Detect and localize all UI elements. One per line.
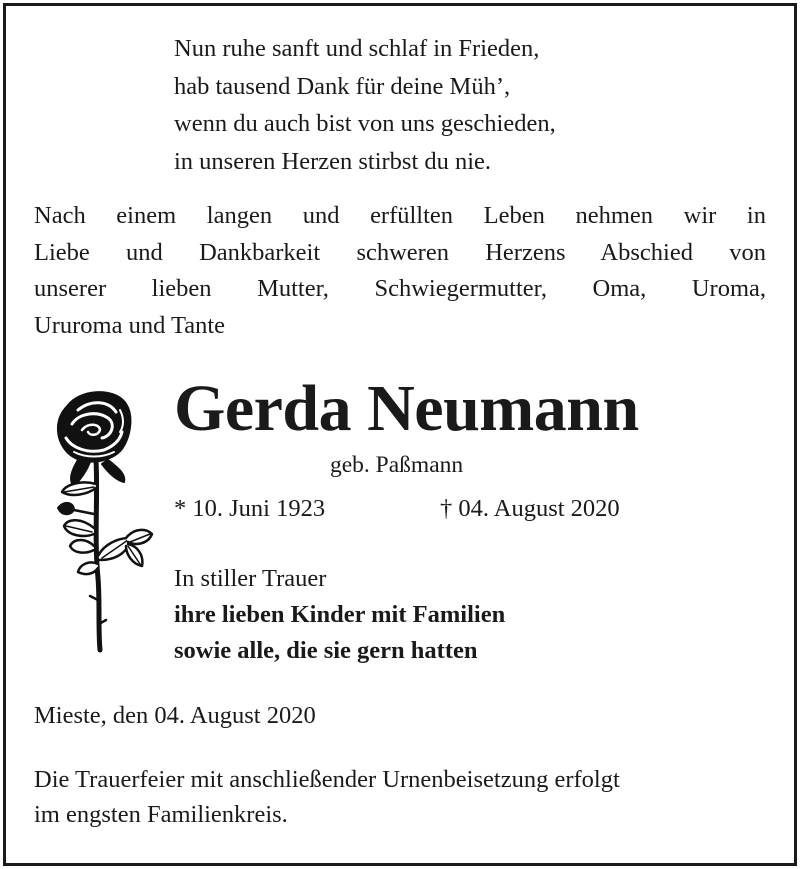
poem-line: in unseren Herzen stirbst du nie. [174,147,492,175]
intro-line: Ururoma und Tante [34,311,226,339]
birth-date: * 10. Juni 1923 [174,495,326,522]
mourners-line: sowie alle, die sie gern hatten [174,637,478,664]
mourners-intro: In stiller Trauer [174,565,327,592]
rose-icon [38,388,156,660]
intro-line: unserer lieben Mutter, Schwiegermutter, Oma, Uroma, [34,275,766,302]
intro-line: Nach einem langen und erfüllten Leben nehmen wir in [34,202,766,229]
place-date: Mieste, den 04. August 2020 [34,702,316,729]
intro-paragraph [34,198,766,344]
funeral-note-line: Die Trauerfeier mit anschließender Urnenbeisetzung erfolgt [34,766,620,793]
death-date: † 04. August 2020 [440,495,620,522]
mourners-block [174,561,505,669]
birth-name: geb. Paßmann [330,452,464,478]
intro-line: Liebe und Dankbarkeit schweren Herzens Abschied von [34,238,766,266]
mourners-line: ihre lieben Kinder mit Familien [174,601,506,628]
poem-line: Nun ruhe sanft und schlaf in Frieden, [174,35,540,62]
poem-line: wenn du auch bist von uns geschieden, [174,110,556,137]
funeral-note [34,762,620,832]
poem-line: hab tausend Dank für deine Müh’, [174,72,511,100]
deceased-name: Gerda Neumann [174,372,639,445]
poem [174,30,556,180]
funeral-note-line: im engsten Familienkreis. [34,801,288,828]
